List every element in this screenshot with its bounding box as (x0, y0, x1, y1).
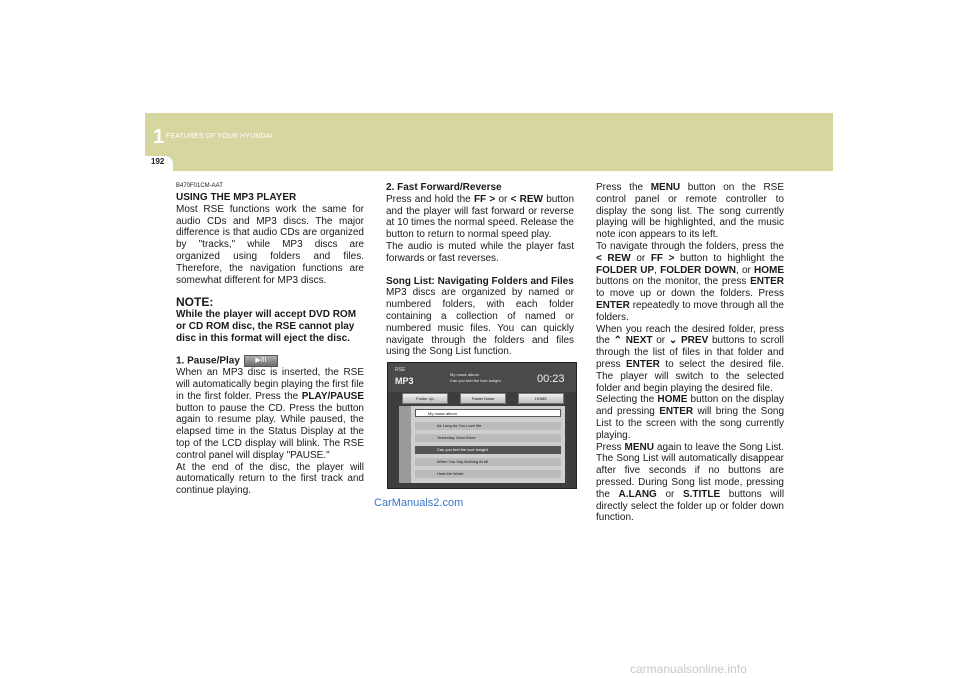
text: buttons on the monitor, the press (596, 276, 747, 288)
list-item[interactable]: When You Say Nothing At All (415, 458, 561, 466)
text: Press the (596, 182, 644, 193)
s-title-label: S.TITLE (682, 488, 721, 500)
screen-folder-name: My music album (450, 372, 479, 377)
screen-rse-label: RSE (395, 367, 406, 373)
prev-label (669, 335, 708, 346)
text: again to leave the Song List. The Song List will automatically disappear after five seconds if no buttons are pressed. During Song list mode, pressing the (596, 441, 784, 500)
text: button on the RSE control panel or remote controller to display the song list. The song currently playing will be highlighted, and the music note icon appears to its left. (596, 182, 785, 241)
ff-heading: 2. Fast Forward/Reverse (386, 182, 502, 193)
song-list-scrollbar[interactable] (399, 406, 411, 483)
note-heading: NOTE: (176, 295, 214, 310)
song-list-paragraph: MP3 discs are organized by named or numbered folders, with each folder containing a collection of named or numbered music files. You can quickly navigate through the folders and files using the Song List function. (386, 287, 574, 358)
list-item[interactable]: Yesterday Once More (415, 434, 561, 442)
column-1 (176, 182, 364, 497)
folder-down-button[interactable]: Folder Down (460, 393, 506, 404)
menu-paragraph (596, 182, 784, 241)
ff-paragraph (386, 194, 574, 241)
screen-song-name: Can you feel the love tonight (450, 378, 501, 383)
text: or (656, 335, 666, 347)
section-code: B470F01CM-AAT (176, 183, 223, 189)
next-label (614, 335, 653, 346)
bottom-watermark: carmanualsonline.info (630, 662, 747, 676)
page-number: 192 (151, 157, 165, 166)
list-item[interactable]: As Long As You Love Me (415, 422, 561, 430)
pause-paragraph-end: At the end of the disc, the player will automatically return to the first track and continue playing. (176, 461, 364, 497)
text: to move up or down the folders. Press (596, 288, 784, 300)
next-text: NEXT (625, 335, 653, 347)
pause-paragraph (176, 367, 364, 461)
text: Press (596, 441, 622, 453)
play-pause-label: PLAY/PAUSE (301, 390, 365, 402)
home-button[interactable]: HOME (518, 393, 564, 404)
ff-text-2: button and the player will fast forward or reverse at 10 times the normal speed. Release the button to return to normal speed play. (386, 193, 575, 241)
menu-label: MENU (624, 441, 654, 453)
screen-elapsed-time: 00:23 (537, 373, 565, 385)
enter-label: ENTER (659, 406, 694, 418)
pause-heading: 1. Pause/Play (176, 355, 240, 367)
screen-mode-label: MP3 (395, 376, 414, 386)
chevron-up-icon: ⌃ (613, 335, 623, 347)
a-lang-label: A.LANG (618, 488, 657, 500)
list-item[interactable]: Heal the World (415, 470, 561, 478)
prev-text: PREV (681, 335, 709, 347)
text: , or (736, 264, 751, 276)
home-label: HOME (657, 394, 688, 406)
list-item[interactable]: My music album (415, 409, 561, 417)
column-3 (596, 182, 784, 524)
ff-mute-paragraph: The audio is muted while the player fast forwards or fast reverses. (386, 240, 574, 264)
rew-label: < REW (510, 193, 543, 205)
text: or (665, 488, 675, 500)
ff-or: or (498, 193, 508, 205)
play-pause-button-icon: ▶/II (244, 355, 278, 367)
intro-paragraph: Most RSE functions work the same for audio CDs and MP3 discs. The major difference is that audio CDs are organized by "tracks," while MP3 discs are organized using folders and files. Therefore, the navigation functions are somewhat different for MP3 discs. (176, 203, 364, 286)
text: buttons will directly select the folder up or folder down function. (596, 488, 785, 524)
ff-text-1: Press and hold the (386, 193, 471, 205)
enter-label: ENTER (750, 276, 784, 288)
song-list (399, 406, 565, 483)
text: To navigate through the folders, press the (596, 240, 784, 252)
folder-up-label: FOLDER UP (596, 264, 655, 276)
text: will bring the Song List to the screen with the song currently playing. (596, 406, 785, 441)
pause-heading-line (176, 355, 364, 367)
text: button on the display and pressing (596, 394, 784, 418)
chapter-number: 1 (153, 126, 165, 148)
navigate-paragraph (596, 241, 784, 324)
ff-label: FF > (473, 193, 496, 205)
ff-label: FF > (650, 252, 675, 264)
folder-down-label: FOLDER DOWN (660, 264, 737, 276)
header-band (145, 113, 833, 171)
text: or (636, 252, 646, 264)
pause-text-2: button to pause the CD. Press the button again to resume play. While paused, the elapsed time in the Status Display at the top of the LCD display will blink. The RSE control panel will display "PAUSE." (176, 402, 364, 461)
text: When you reach the desired folder, press the (596, 323, 784, 347)
column-2 (386, 182, 574, 358)
chevron-down-icon: ⌄ (668, 335, 678, 347)
home-label: HOME (754, 264, 784, 276)
song-list-heading: Song List: Navigating Folders and Files (386, 275, 574, 287)
leave-paragraph (596, 442, 784, 525)
folder-paragraph (596, 324, 784, 395)
watermark-link[interactable]: CarManuals2.com (374, 497, 464, 509)
note-text: While the player will accept DVD ROM or CD ROM disc, the RSE cannot play disc in this format will eject the disc. (176, 309, 357, 344)
list-item-selected[interactable]: Can you feel the love tonight (415, 446, 561, 454)
menu-label: MENU (650, 182, 681, 193)
rew-label: < REW (596, 252, 631, 264)
pause-text-1: When an MP3 disc is inserted, the RSE will automatically begin playing the first file in the first folder. Press the (176, 367, 364, 402)
home-paragraph (596, 394, 784, 441)
text: buttons to scroll through the list of files in that folder and press (596, 335, 784, 370)
chapter-title: FEATURES OF YOUR HYUNDAI (166, 133, 273, 140)
enter-label: ENTER (596, 299, 630, 311)
text: , (654, 264, 657, 276)
enter-label: ENTER (625, 358, 660, 370)
section-heading: USING THE MP3 PLAYER (176, 192, 297, 203)
rse-screen-illustration (387, 362, 577, 489)
text: Selecting the (596, 394, 655, 406)
text: repeatedly to move through all the folders. (596, 299, 784, 323)
text: button to highlight the (680, 252, 785, 264)
text: to select the desired file. The player will switch to the selected folder and begin playing the desired file. (596, 358, 784, 394)
folder-up-button[interactable]: Folder Up (402, 393, 448, 404)
